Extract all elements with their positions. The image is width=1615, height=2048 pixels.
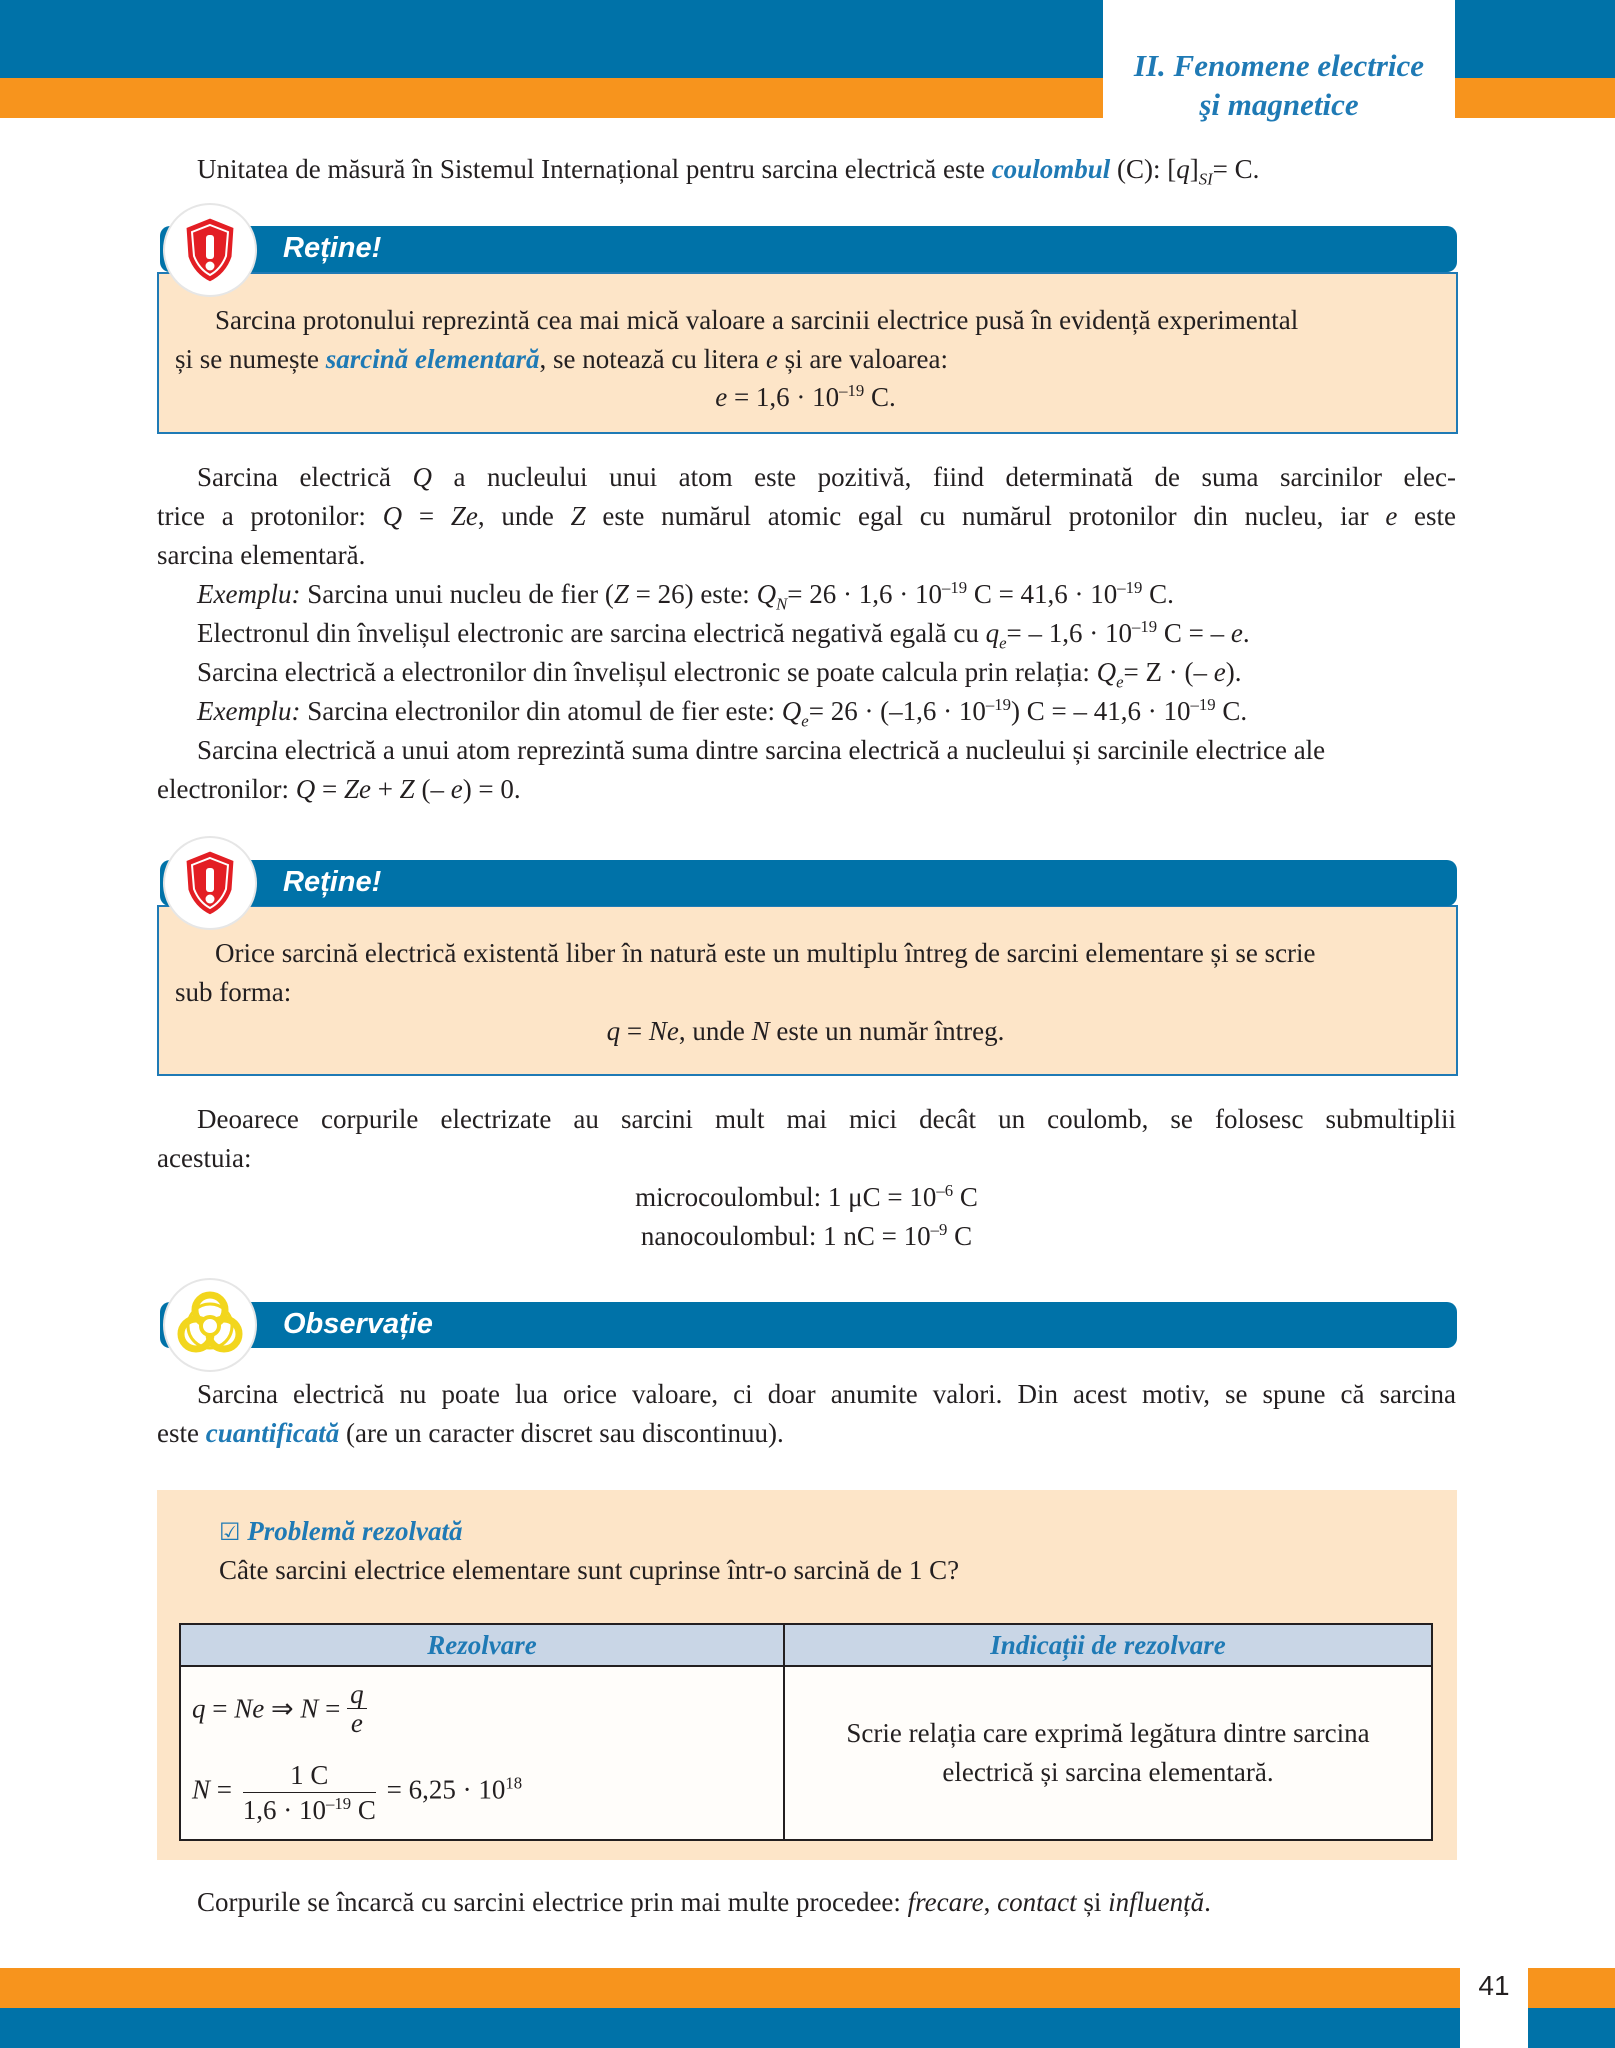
closing-paragraph bbox=[197, 1883, 1211, 1922]
symbol-Q: Q bbox=[756, 579, 777, 609]
chapter-title bbox=[1103, 46, 1455, 124]
solution-cell bbox=[180, 1666, 784, 1840]
text: C = 41,6 · 10 bbox=[967, 579, 1118, 609]
example-label: Exemplu: bbox=[197, 579, 301, 609]
problem-title-text: Problemă rezolvată bbox=[247, 1516, 463, 1546]
nanocoulomb-line bbox=[157, 1217, 1456, 1256]
text: C. bbox=[1215, 696, 1248, 726]
para1-line6 bbox=[197, 653, 1241, 692]
formula-text: = 1,6 · 10 bbox=[727, 382, 840, 412]
observatie-line1: Sarcina electrică nu poate lua orice valoare, ci doar anumite valori. Din acest motiv, se spune că sarcina bbox=[197, 1379, 1456, 1409]
symbol-Ze: Ze bbox=[450, 501, 478, 531]
text: este un număr întreg. bbox=[769, 1016, 1005, 1046]
para1-line2 bbox=[157, 497, 1456, 536]
para1-line9 bbox=[157, 770, 521, 809]
formula-text: C. bbox=[864, 382, 896, 412]
formula-2 bbox=[192, 1758, 522, 1827]
column-header-rezolvare: Rezolvare bbox=[180, 1624, 784, 1666]
hint-line1: Scrie relația care exprimă legătura dintre sarcina bbox=[846, 1718, 1370, 1748]
symbol-Q: Q bbox=[295, 774, 316, 804]
denominator: e bbox=[350, 1708, 363, 1738]
exponent: –6 bbox=[936, 1181, 954, 1200]
text: = bbox=[210, 1774, 239, 1805]
text: = 6,25 · 10 bbox=[379, 1774, 506, 1805]
retine1-text: , se notează cu litera bbox=[539, 344, 766, 374]
term-coulomb: coulombul bbox=[991, 154, 1111, 184]
text: , bbox=[983, 1887, 998, 1917]
retine1-text: și are valoarea: bbox=[777, 344, 949, 374]
exponent: –19 bbox=[1132, 617, 1158, 636]
text: trice a protonilor: bbox=[157, 501, 383, 531]
text: 1,6 · 10 bbox=[242, 1795, 326, 1825]
exponent: –19 bbox=[839, 381, 865, 400]
term-sarcina-elementara: sarcină elementară bbox=[325, 344, 540, 374]
solution-table bbox=[179, 1623, 1433, 1841]
exponent: 18 bbox=[505, 1773, 523, 1793]
text: este numărul atomic egal cu numărul protonilor din nucleu, iar bbox=[585, 501, 1386, 531]
text: nanocoulombul: 1 nC = 10 bbox=[640, 1221, 931, 1251]
exponent: –19 bbox=[1190, 695, 1216, 714]
subscript: e bbox=[801, 711, 809, 731]
text: ). bbox=[1225, 657, 1242, 687]
text: = bbox=[318, 1693, 348, 1724]
exponent: –19 bbox=[1117, 578, 1143, 597]
text: . bbox=[1242, 618, 1250, 648]
text: = 26 · (–1,6 · 10 bbox=[808, 696, 986, 726]
text: Sarcina electronilor din atomul de fier este: bbox=[300, 696, 782, 726]
intro-text: (C): [ bbox=[1110, 154, 1177, 184]
symbol-e: e bbox=[1385, 501, 1398, 531]
symbol-Q: Q bbox=[382, 501, 403, 531]
text: ) = 0. bbox=[462, 774, 521, 804]
symbol-N: N bbox=[751, 1016, 770, 1046]
symbol-e: e bbox=[1230, 618, 1243, 648]
symbol-e: e bbox=[450, 774, 463, 804]
hint-cell bbox=[784, 1666, 1432, 1840]
symbol-Ne: Ne bbox=[648, 1016, 679, 1046]
text: este bbox=[1397, 501, 1457, 531]
observatie-bar bbox=[160, 1302, 1457, 1348]
denominator bbox=[243, 1793, 376, 1827]
numerator: 1 C bbox=[243, 1758, 376, 1793]
term-cuantificata: cuantificată bbox=[205, 1418, 340, 1448]
symbol-Ze: Ze bbox=[343, 774, 371, 804]
subscript: e bbox=[999, 633, 1007, 653]
symbol-e: e bbox=[1213, 657, 1226, 687]
text: microcoulombul: 1 μC = 10 bbox=[635, 1182, 937, 1212]
problem-title bbox=[219, 1512, 463, 1552]
biohazard-icon bbox=[165, 1280, 255, 1370]
symbol-Ne: Ne bbox=[234, 1693, 265, 1724]
para2-line1: Deoarece corpurile electrizate au sarcini mult mai mici decât un coulomb, se folosesc submultiplii bbox=[197, 1104, 1456, 1134]
symbol-N: N bbox=[192, 1774, 211, 1805]
chapter-title-line1: II. Fenomene electrice bbox=[1133, 48, 1425, 83]
symbol-Q: Q bbox=[412, 462, 432, 492]
text: + bbox=[370, 774, 400, 804]
retine-bar-2 bbox=[160, 860, 1457, 906]
text: C. bbox=[1142, 579, 1174, 609]
symbol-Q: Q bbox=[781, 696, 802, 726]
para1-line1 bbox=[197, 458, 1456, 497]
intro-text: Unitatea de măsură în Sistemul Internațional pentru sarcina electrică este bbox=[197, 154, 992, 184]
retine1-line2 bbox=[175, 340, 948, 379]
example-2 bbox=[197, 692, 1247, 731]
text: este bbox=[157, 1418, 206, 1448]
subscript: N bbox=[776, 594, 788, 614]
exponent: –19 bbox=[941, 578, 968, 597]
retine-title-2: Reține! bbox=[283, 866, 382, 898]
text: Sarcina unui nucleu de fier ( bbox=[300, 579, 614, 609]
symbol-e: e bbox=[715, 382, 728, 412]
symbol-q: q bbox=[1176, 154, 1190, 184]
exponent: –19 bbox=[326, 1794, 352, 1813]
exponent: –9 bbox=[930, 1220, 948, 1239]
exponent: –19 bbox=[985, 695, 1012, 714]
method-influenta: influență bbox=[1108, 1887, 1205, 1917]
subscript: e bbox=[1116, 672, 1124, 692]
text: = bbox=[402, 501, 451, 531]
retine1-text: și se numește bbox=[175, 344, 326, 374]
symbol-Z: Z bbox=[399, 774, 415, 804]
text: Electronul din învelișul electronic are sarcina electrică negativă egală cu bbox=[197, 618, 986, 648]
text: . bbox=[1204, 1887, 1211, 1917]
symbol-q: q bbox=[985, 618, 1000, 648]
text: , unde bbox=[477, 501, 571, 531]
arrow: ⇒ bbox=[264, 1693, 301, 1724]
text: = 26) este: bbox=[628, 579, 757, 609]
text: = – 1,6 · 10 bbox=[1006, 618, 1133, 648]
warning-shield-icon bbox=[165, 205, 255, 295]
para1-line8: Sarcina electrică a unui atom reprezintă suma dintre sarcina electrică a nucleului și sarcinile electrice ale bbox=[197, 735, 1326, 765]
method-frecare: frecare bbox=[907, 1887, 984, 1917]
retine-bar-1 bbox=[160, 226, 1457, 272]
text: (– bbox=[414, 774, 451, 804]
text: = bbox=[205, 1693, 235, 1724]
text: Corpurile se încarcă cu sarcini electrice prin mai multe procedee: bbox=[197, 1887, 908, 1917]
intro-text: ] bbox=[1189, 154, 1199, 184]
text: C bbox=[947, 1221, 973, 1251]
example-label: Exemplu: bbox=[197, 696, 301, 726]
formula-1 bbox=[192, 1679, 367, 1738]
method-contact: contact bbox=[997, 1887, 1077, 1917]
para2-line2: acestuia: bbox=[157, 1143, 252, 1173]
text: Sarcina electrică a electronilor din învelișul electronic se poate calcula prin relația: bbox=[197, 657, 1097, 687]
text: = 26 · 1,6 · 10 bbox=[787, 579, 942, 609]
warning-shield-icon bbox=[165, 838, 255, 928]
checkbox-icon: ☑ bbox=[219, 1518, 241, 1546]
retine1-formula bbox=[157, 378, 1454, 417]
text: = Z · (– bbox=[1123, 657, 1214, 687]
microcoulomb-line bbox=[157, 1178, 1456, 1217]
text: = bbox=[620, 1016, 649, 1046]
text: ) C = – 41,6 · 10 bbox=[1011, 696, 1191, 726]
symbol-Z: Z bbox=[570, 501, 586, 531]
observatie-title: Observație bbox=[283, 1308, 433, 1340]
text: C bbox=[953, 1182, 978, 1212]
text: și bbox=[1076, 1887, 1109, 1917]
intro-paragraph bbox=[197, 150, 1259, 189]
symbol-N: N bbox=[300, 1693, 319, 1724]
text: a nucleului unui atom este pozitivă, fiind determinată de suma sarcinilor elec- bbox=[431, 462, 1456, 492]
retine2-line1: Orice sarcină electrică existentă liber în natură este un multiplu întreg de sarcini elementare și se scrie bbox=[215, 938, 1316, 968]
para1-line3: sarcina elementară. bbox=[157, 540, 366, 570]
symbol-Q: Q bbox=[1096, 657, 1117, 687]
text: (are un caracter discret sau discontinuu). bbox=[339, 1418, 784, 1448]
symbol-q: q bbox=[192, 1693, 206, 1724]
text: C bbox=[351, 1795, 376, 1825]
retine1-line1: Sarcina protonului reprezintă cea mai mică valoare a sarcinii electrice pusă în evidență experimental bbox=[215, 305, 1299, 335]
symbol-e: e bbox=[765, 344, 778, 374]
text: = bbox=[315, 774, 344, 804]
footer-orange-band bbox=[0, 1968, 1615, 2008]
retine-title-1: Reține! bbox=[283, 232, 382, 264]
symbol-q: q bbox=[606, 1016, 621, 1046]
example-1 bbox=[197, 575, 1174, 614]
page-number: 41 bbox=[1478, 1970, 1510, 2001]
subscript-si: SI bbox=[1198, 169, 1213, 189]
fraction-q-over-e bbox=[347, 1680, 367, 1737]
observatie-line2 bbox=[157, 1414, 784, 1453]
text: , unde bbox=[678, 1016, 752, 1046]
column-header-indicatii: Indicații de rezolvare bbox=[784, 1624, 1432, 1666]
footer-blue-band bbox=[0, 2008, 1615, 2048]
hint-line2: electrică și sarcina elementară. bbox=[942, 1757, 1274, 1787]
intro-text: = C. bbox=[1212, 154, 1260, 184]
retine2-line2: sub forma: bbox=[175, 977, 292, 1007]
chapter-title-line2: şi magnetice bbox=[1199, 87, 1359, 122]
para1-line5 bbox=[197, 614, 1250, 653]
problem-question: Câte sarcini electrice elementare sunt cuprinse într-o sarcină de 1 C? bbox=[219, 1555, 960, 1585]
symbol-Z: Z bbox=[613, 579, 629, 609]
retine2-formula bbox=[157, 1012, 1454, 1051]
numerator: q bbox=[347, 1680, 367, 1709]
text: C = – bbox=[1157, 618, 1231, 648]
text: electronilor: bbox=[157, 774, 296, 804]
text: Sarcina electrică bbox=[197, 462, 413, 492]
fraction-value bbox=[243, 1758, 376, 1827]
